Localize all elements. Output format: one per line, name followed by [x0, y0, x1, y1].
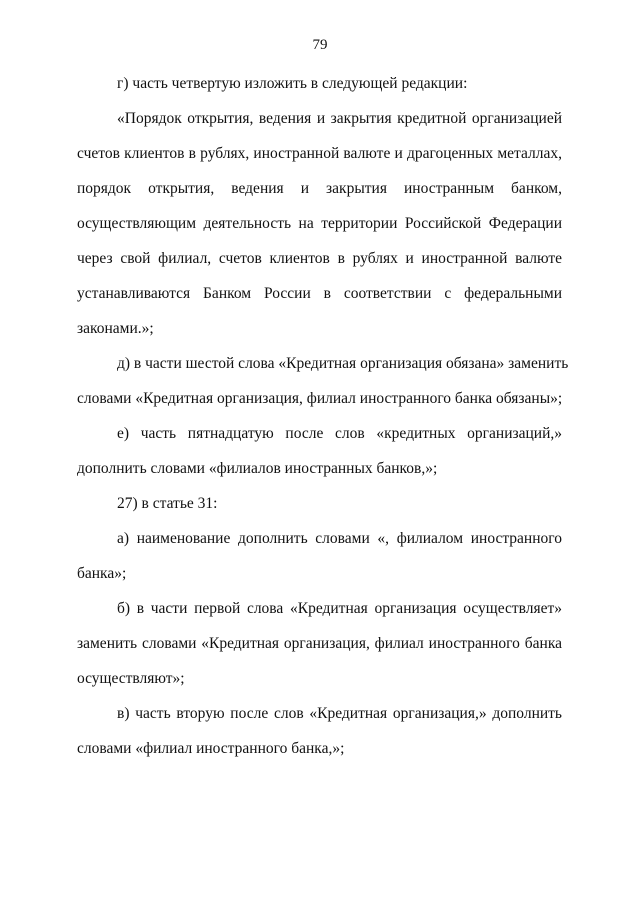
- text-line: осуществляющим деятельность на территории Российской Федерации: [77, 215, 562, 232]
- text-line: порядок открытия, ведения и закрытия иностранным банком,: [77, 180, 562, 197]
- text-line: словами «филиал иностранного банка,»;: [77, 740, 345, 757]
- text-line: б) в части первой слова «Кредитная организация осуществляет»: [117, 600, 562, 617]
- text-line: через свой филиал, счетов клиентов в рублях и иностранной валюте: [77, 250, 562, 267]
- text-line: «Порядок открытия, ведения и закрытия кредитной организацией: [117, 110, 562, 127]
- text-line: осуществляют»;: [77, 670, 185, 687]
- text-line: банка»;: [77, 565, 127, 582]
- text-line: г) часть четвертую изложить в следующей редакции:: [117, 75, 468, 92]
- text-line: 27) в статье 31:: [117, 495, 218, 512]
- text-line: е) часть пятнадцатую после слов «кредитных организаций,»: [117, 425, 562, 442]
- page-number: 79: [312, 37, 328, 53]
- text-line: устанавливаются Банком России в соответствии с федеральными: [77, 285, 562, 302]
- text-line: в) часть вторую после слов «Кредитная организация,» дополнить: [117, 705, 562, 722]
- text-line: дополнить словами «филиалов иностранных банков,»;: [77, 460, 438, 477]
- text-line: законами.»;: [77, 320, 154, 337]
- text-line: а) наименование дополнить словами «, филиалом иностранного: [117, 530, 562, 547]
- text-line: словами «Кредитная организация, филиал иностранного банка обязаны»;: [77, 390, 563, 407]
- text-line: д) в части шестой слова «Кредитная организация обязана» заменить: [117, 355, 569, 372]
- text-line: счетов клиентов в рублях, иностранной валюте и драгоценных металлах,: [77, 145, 562, 162]
- text-line: заменить словами «Кредитная организация, филиал иностранного банка: [77, 635, 562, 652]
